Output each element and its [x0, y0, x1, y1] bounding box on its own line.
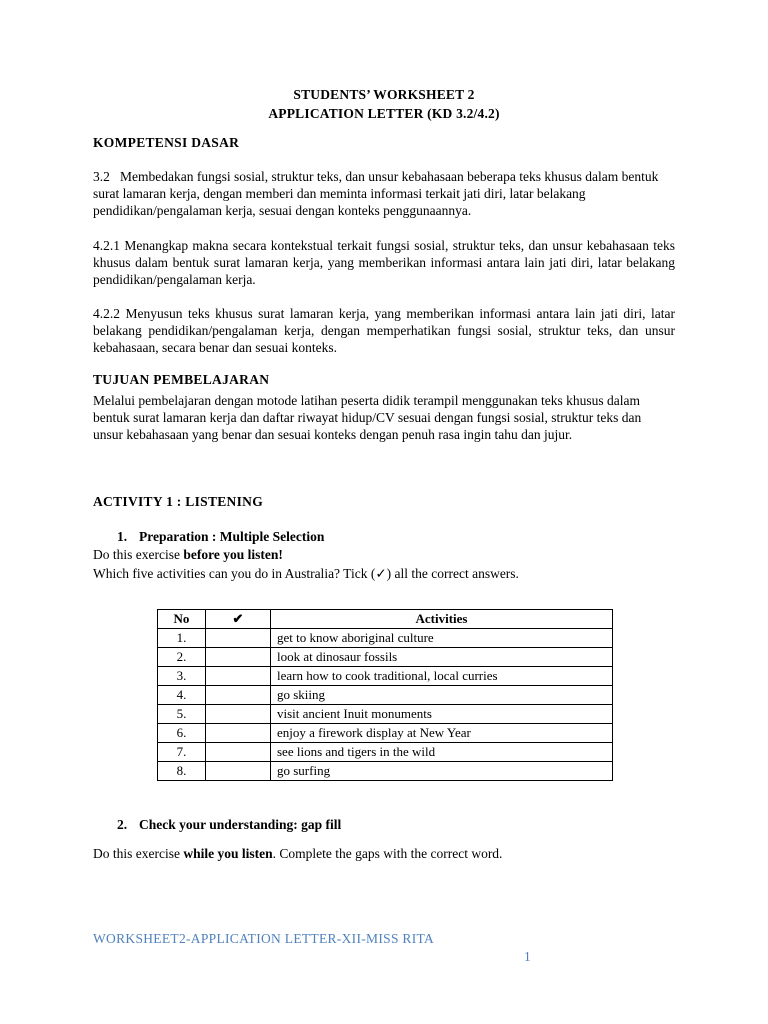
tick-cell[interactable] — [206, 667, 271, 686]
page-number: 1 — [524, 949, 531, 964]
tick-cell[interactable] — [206, 648, 271, 667]
tujuan-heading: TUJUAN PEMBELAJARAN — [93, 372, 270, 387]
row-number: 3. — [158, 667, 206, 686]
tick-cell[interactable] — [206, 705, 271, 724]
worksheet-subtitle: APPLICATION LETTER (KD 3.2/4.2) — [268, 106, 500, 121]
activity1-heading: ACTIVITY 1 : LISTENING — [93, 494, 264, 509]
table-row — [158, 705, 613, 724]
activity-text: get to know aboriginal culture — [271, 629, 613, 648]
activity-text: look at dinosaur fossils — [271, 648, 613, 667]
step2-instruction — [93, 846, 502, 862]
step1-title: Preparation : Multiple Selection — [139, 529, 325, 544]
worksheet-title: STUDENTS’ WORKSHEET 2 — [293, 87, 475, 102]
step2-number: 2. — [117, 817, 128, 832]
activity-text: see lions and tigers in the wild — [271, 743, 613, 762]
kompetensi-paragraph-4-2-2: 4.2.2 Menyusun teks khusus surat lamaran kerja, yang memberikan informasi antara lain jati diri, latar belakang pendidikan/pengalaman kerja, dengan memperhatikan fungsi sosial, struktur teks, dan unsur kebahasaan, secara benar dan sesuai konteks. — [93, 306, 675, 355]
tick-cell[interactable] — [206, 629, 271, 648]
activity-text: go skiing — [271, 686, 613, 705]
table-row — [158, 724, 613, 743]
table-row — [158, 648, 613, 667]
table-row — [158, 629, 613, 648]
step1-instruction-prefix: Do this exercise — [93, 547, 184, 562]
table-header-row — [158, 610, 613, 629]
table-row — [158, 686, 613, 705]
tick-cell[interactable] — [206, 743, 271, 762]
step2-instruction-prefix: Do this exercise — [93, 846, 184, 861]
activity-text: learn how to cook traditional, local curries — [271, 667, 613, 686]
step2-instruction-bold: while you listen — [183, 846, 273, 861]
activities-table — [157, 609, 613, 781]
col-header-tick: ✔ — [206, 610, 271, 629]
row-number: 5. — [158, 705, 206, 724]
step1-instruction-bold: before you listen! — [183, 547, 283, 562]
step1-question: Which five activities can you do in Australia? Tick (✓) all the correct answers. — [93, 566, 519, 581]
row-number: 1. — [158, 629, 206, 648]
kompetensi-paragraph-3-2: 3.2 Membedakan fungsi sosial, struktur teks, dan unsur kebahasaan beberapa teks khusus dalam bentuk surat lamaran kerja, dengan memberi dan meminta informasi terkait jati diri, latar belakang pendidikan/pengalaman kerja, sesuai dengan konteks penggunaannya. — [93, 169, 662, 218]
tick-cell[interactable] — [206, 762, 271, 781]
col-header-no: No — [158, 610, 206, 629]
step1-number: 1. — [117, 529, 128, 544]
row-number: 2. — [158, 648, 206, 667]
col-header-activities: Activities — [271, 610, 613, 629]
table-row — [158, 667, 613, 686]
table-row — [158, 762, 613, 781]
kompetensi-paragraph-4-2-1: 4.2.1 Menangkap makna secara kontekstual terkait fungsi sosial, struktur teks, dan unsur kebahasaan teks khusus dalam bentuk surat lamaran kerja, yang memberikan informasi antara lain jati diri, latar belakang pendidikan/pengalaman kerja. — [93, 238, 675, 287]
row-number: 4. — [158, 686, 206, 705]
tick-cell[interactable] — [206, 724, 271, 743]
activity-text: enjoy a firework display at New Year — [271, 724, 613, 743]
kompetensi-heading: KOMPETENSI DASAR — [93, 135, 240, 150]
activity-text: visit ancient Inuit monuments — [271, 705, 613, 724]
page-footer: WORKSHEET2-APPLICATION LETTER-XII-MISS RITA — [93, 931, 435, 946]
row-number: 8. — [158, 762, 206, 781]
table-row — [158, 743, 613, 762]
activity-text: go surfing — [271, 762, 613, 781]
step1-instruction — [93, 547, 283, 563]
step2-instruction-suffix: . Complete the gaps with the correct word. — [272, 846, 503, 861]
row-number: 6. — [158, 724, 206, 743]
row-number: 7. — [158, 743, 206, 762]
tujuan-paragraph: Melalui pembelajaran dengan motode latihan peserta didik terampil menggunakan teks khusus dalam bentuk surat lamaran kerja dan daftar riwayat hidup/CV sesuai dengan fungsi sosial, struktur teks dan unsur kebahasaan yang benar dan sesuai konteks dengan penuh rasa ingin tahu dan jujur. — [93, 393, 642, 442]
tick-cell[interactable] — [206, 686, 271, 705]
step2-title: Check your understanding: gap fill — [139, 817, 342, 832]
